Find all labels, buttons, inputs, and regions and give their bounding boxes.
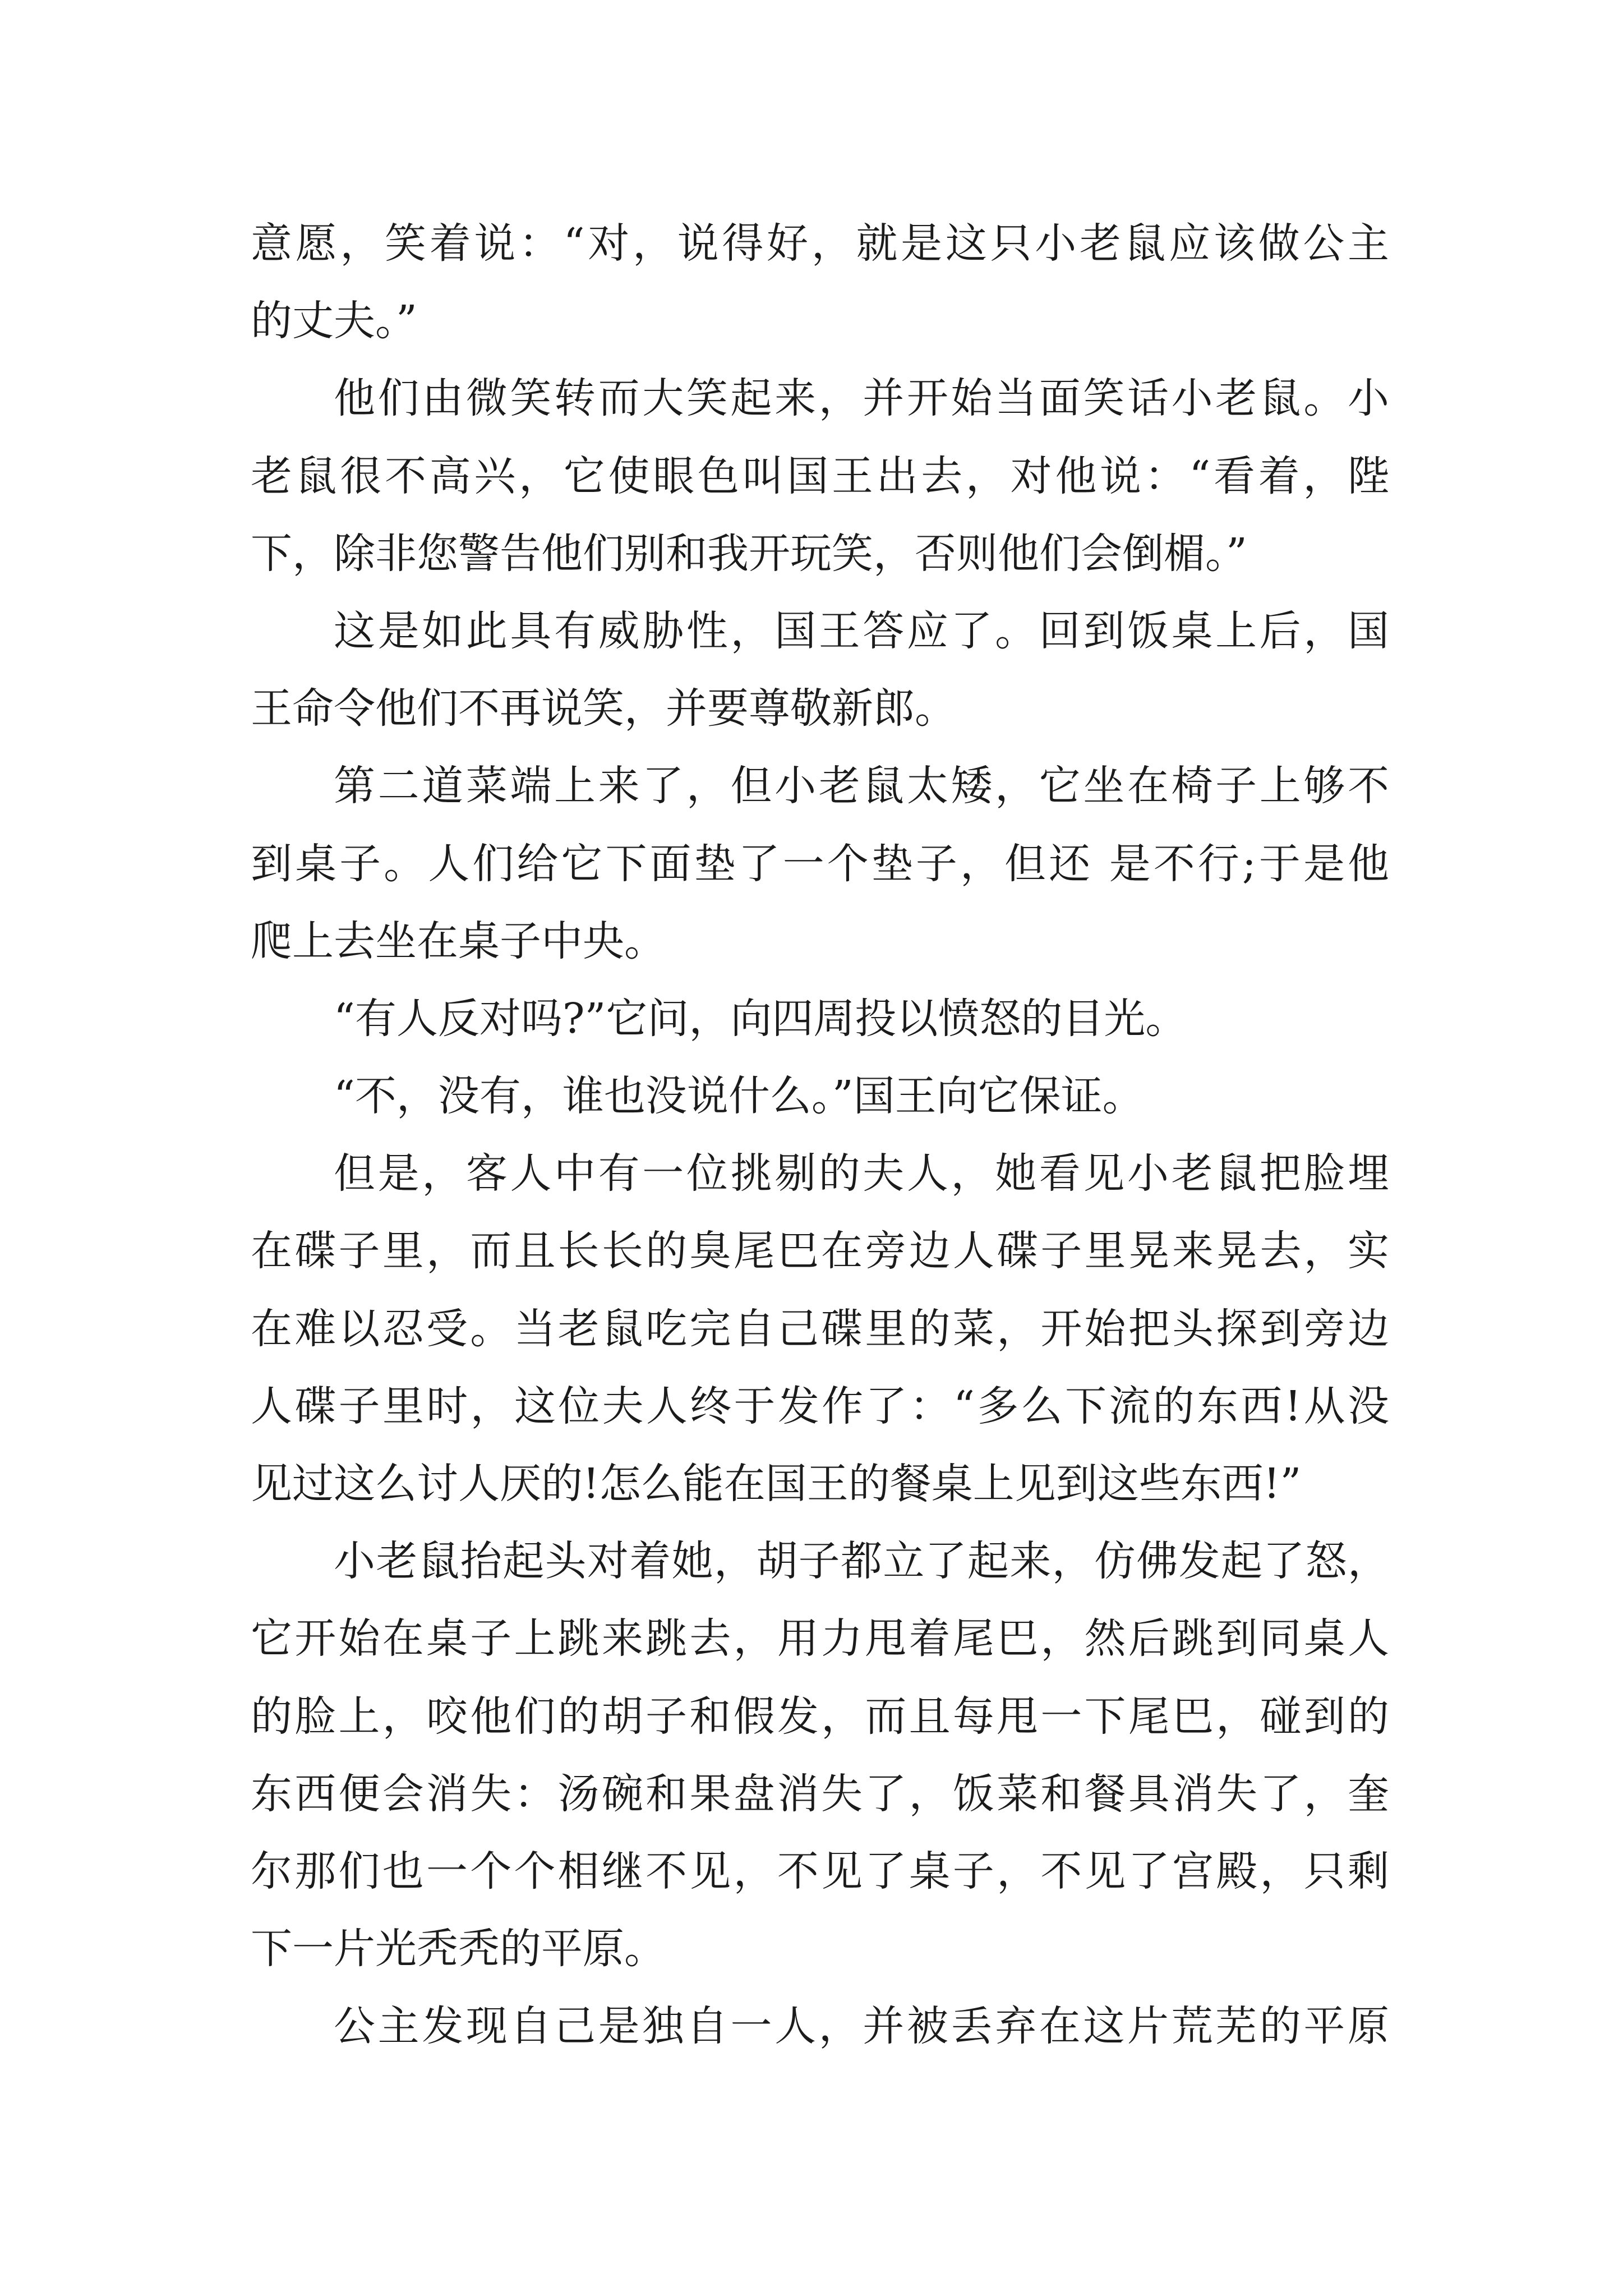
text-line: 的脸上，咬他们的胡子和假发，而且每甩一下尾巴，碰到的 (251, 1692, 1389, 1741)
text-line: 公主发现自己是独自一人，并被丢弃在这片荒芜的平原 (334, 2002, 1389, 2051)
text-line: 到桌子。人们给它下面垫了一个垫子，但还 是不行;于是他 (251, 839, 1389, 888)
paragraph (251, 980, 1389, 1057)
body-text (251, 205, 1389, 2065)
text-line: 第二道菜端上来了，但小老鼠太矮，它坐在椅子上够不 (334, 762, 1389, 811)
text-line: 意愿，笑着说：“对，说得好，就是这只小老鼠应该做公主 (251, 219, 1389, 268)
paragraph (251, 747, 1389, 980)
text-line: 东西便会消失：汤碗和果盘消失了，饭菜和餐具消失了，奎 (251, 1769, 1389, 1818)
paragraph (251, 1135, 1389, 1522)
paragraph (251, 1987, 1389, 2065)
text-line: 人碟子里时，这位夫人终于发作了：“多么下流的东西!从没 (251, 1382, 1389, 1430)
text-line: 的丈夫。” (251, 297, 417, 346)
text-line: “不，没有，谁也没说什么。”国王向它保证。 (334, 1072, 1144, 1121)
text-line: 见过这么讨人厌的!怎么能在国王的餐桌上见到这些东西!” (251, 1460, 1302, 1508)
text-line: 这是如此具有威胁性，国王答应了。回到饭桌上后，国 (334, 606, 1389, 655)
text-line: 小老鼠抬起头对着她，胡子都立了起来，仿佛发起了怒， (334, 1537, 1389, 1586)
text-line: 他们由微笑转而大笑起来，并开始当面笑话小老鼠。小 (334, 374, 1389, 423)
paragraph (251, 1522, 1389, 1987)
text-line: 爬上去坐在桌子中央。 (251, 917, 666, 965)
text-line: 下一片光秃秃的平原。 (251, 1925, 666, 1973)
text-line: 但是，客人中有一位挑剔的夫人，她看见小老鼠把脸埋 (334, 1149, 1389, 1198)
paragraph (251, 360, 1389, 592)
text-line: 王命令他们不再说笑，并要尊敬新郎。 (251, 684, 956, 733)
paragraph (251, 1057, 1389, 1135)
text-line: 在难以忍受。当老鼠吃完自己碟里的菜，开始把头探到旁边 (251, 1304, 1389, 1353)
text-line: 下，除非您警告他们别和我开玩笑，否则他们会倒楣。” (251, 529, 1247, 578)
text-line: “有人反对吗?”它问，向四周投以愤怒的目光。 (334, 994, 1187, 1043)
text-line: 老鼠很不高兴，它使眼色叫国王出去，对他说：“看着，陛 (251, 452, 1389, 500)
paragraph (251, 592, 1389, 747)
text-line: 它开始在桌子上跳来跳去，用力甩着尾巴，然后跳到同桌人 (251, 1614, 1389, 1663)
text-line: 在碟子里，而且长长的臭尾巴在旁边人碟子里晃来晃去，实 (251, 1227, 1389, 1276)
paragraph (251, 205, 1389, 360)
text-line: 尔那们也一个个相继不见，不见了桌子，不见了宫殿，只剩 (251, 1847, 1389, 1895)
